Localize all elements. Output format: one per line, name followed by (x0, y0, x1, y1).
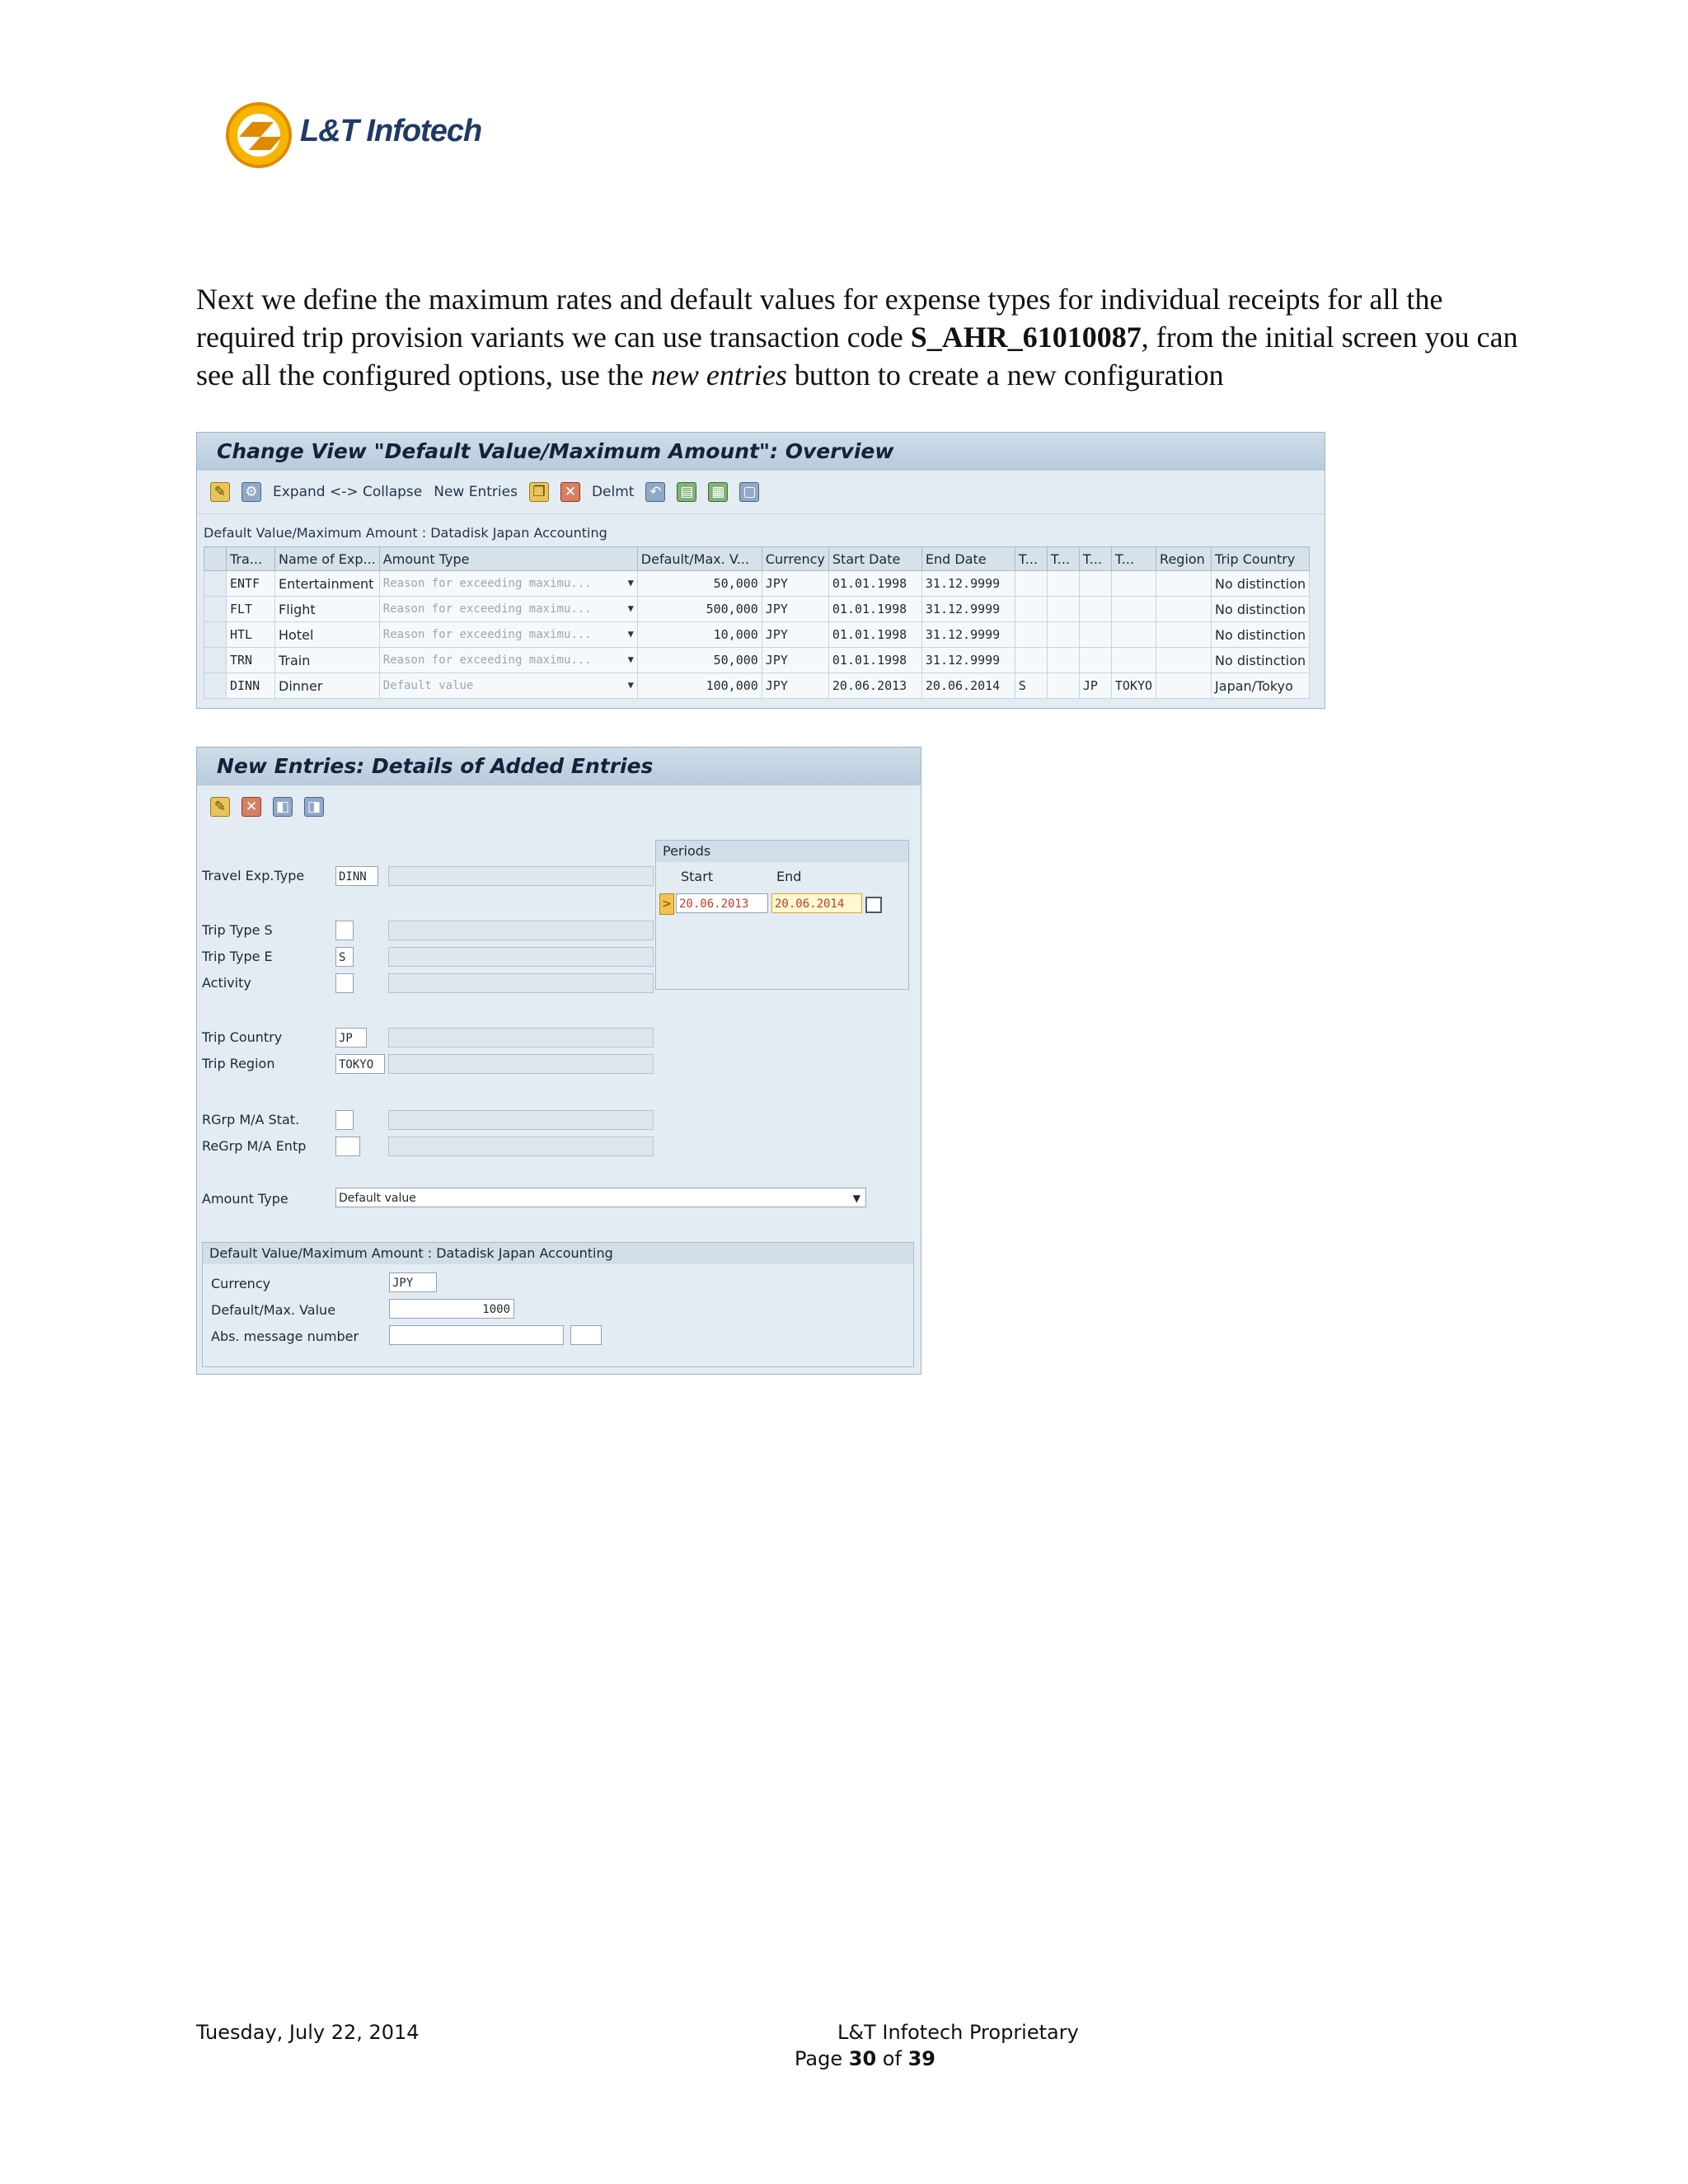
column-header[interactable]: Region (1156, 547, 1212, 571)
column-header[interactable]: Currency (762, 547, 828, 571)
new-entries-toolbar (197, 785, 921, 828)
intro-text-2: , from the initial screen you can see all the configured options, use the (196, 321, 1518, 391)
table-row[interactable] (204, 622, 1310, 648)
overview-title: Change View "Default Value/Maximum Amount": Overview (197, 433, 1325, 471)
row-selector[interactable] (204, 673, 227, 699)
intro-emphasis: new entries (650, 359, 787, 391)
previous-entry-icon[interactable]: ◧ (273, 797, 293, 817)
select-all-icon[interactable]: ▤ (677, 482, 696, 502)
periods-title: Periods (656, 841, 908, 862)
table-cell (1047, 673, 1079, 699)
regrp-entp-text (388, 1137, 654, 1156)
column-header[interactable]: Trip Country (1212, 547, 1310, 571)
activity-text (388, 973, 654, 993)
calendar-icon[interactable] (865, 897, 882, 913)
chevron-right-icon[interactable]: > (659, 893, 674, 915)
dropdown-arrow-icon[interactable]: ▼ (627, 577, 634, 588)
table-cell: HTL (227, 622, 275, 648)
amount-type-label: Amount Type (202, 1191, 288, 1207)
table-cell: 01.01.1998 (828, 622, 921, 648)
amount-group-title: Default Value/Maximum Amount : Datadisk Japan Accounting (203, 1243, 913, 1264)
trip-region-field[interactable]: TOKYO (335, 1054, 385, 1074)
edit-icon[interactable]: ✎ (210, 482, 230, 502)
table-row[interactable] (204, 673, 1310, 699)
column-header[interactable]: End Date (921, 547, 1015, 571)
table-cell: 31.12.9999 (921, 648, 1015, 673)
expand-collapse-button[interactable]: Expand <-> Collapse (273, 484, 423, 500)
table-cell (1079, 597, 1111, 622)
table-cell: 50,000 (637, 648, 762, 673)
row-selector[interactable] (204, 571, 227, 597)
trip-type-s-text (388, 921, 654, 940)
table-cell: 31.12.9999 (921, 622, 1015, 648)
table-cell (1047, 622, 1079, 648)
footer-date: Tuesday, July 22, 2014 (196, 2021, 420, 2044)
default-max-label: Default/Max. Value (211, 1302, 336, 1318)
delimit-button[interactable]: Delmt (591, 484, 635, 500)
table-cell: No distinction (1212, 622, 1310, 648)
table-cell (1047, 648, 1079, 673)
table-cell: 01.01.1998 (828, 597, 921, 622)
table-row[interactable] (204, 571, 1310, 597)
delete-icon[interactable]: ✕ (241, 797, 261, 817)
transaction-code: S_AHR_61010087 (910, 321, 1142, 354)
edit-icon[interactable]: ✎ (210, 797, 230, 817)
table-cell (1015, 622, 1047, 648)
period-start-label: Start (681, 869, 714, 884)
copy-icon[interactable]: ❐ (529, 482, 549, 502)
table-cell: No distinction (1212, 571, 1310, 597)
table-cell: JPY (762, 622, 828, 648)
table-cell (1156, 622, 1212, 648)
activity-label: Activity (202, 975, 251, 991)
trip-country-text (388, 1028, 654, 1047)
intro-text-3: button to create a new configuration (786, 359, 1224, 391)
table-cell: No distinction (1212, 648, 1310, 673)
intro-paragraph (196, 280, 1548, 394)
travel-exp-type-text (388, 866, 654, 886)
column-header[interactable]: Name of Exp... (275, 547, 380, 571)
next-entry-icon[interactable]: ◨ (304, 797, 324, 817)
currency-field[interactable]: JPY (389, 1272, 437, 1292)
overview-toolbar (197, 471, 1325, 514)
table-cell: 20.06.2014 (921, 673, 1015, 699)
select-block-icon[interactable]: ▦ (708, 482, 728, 502)
table-cell (1111, 571, 1156, 597)
new-entries-title: New Entries: Details of Added Entries (197, 748, 921, 785)
table-header-row (204, 547, 1310, 571)
dropdown-arrow-icon[interactable]: ▼ (627, 654, 634, 665)
trip-region-label: Trip Region (202, 1056, 275, 1071)
chevron-down-icon[interactable]: ▼ (852, 1193, 860, 1204)
table-cell[interactable]: ▼ Reason for exceeding maximu... (379, 571, 637, 597)
table-cell (1015, 597, 1047, 622)
table-cell (1156, 648, 1212, 673)
abs-msg-field[interactable] (389, 1325, 564, 1345)
table-cell (1111, 622, 1156, 648)
table-cell: 100,000 (637, 673, 762, 699)
regrp-entp-field[interactable] (335, 1137, 360, 1156)
footer-proprietary: L&T Infotech Proprietary (837, 2021, 1079, 2044)
table-cell (1047, 597, 1079, 622)
overview-table (204, 546, 1310, 699)
column-header[interactable]: Amount Type (379, 547, 637, 571)
table-row[interactable] (204, 597, 1310, 622)
trip-country-field[interactable]: JP (335, 1028, 367, 1047)
table-cell: TOKYO (1111, 673, 1156, 699)
lt-infotech-logo-icon (224, 101, 293, 170)
amount-group (202, 1242, 914, 1367)
trip-country-label: Trip Country (202, 1029, 283, 1045)
row-selector[interactable] (204, 597, 227, 622)
table-cell (1156, 571, 1212, 597)
table-cell: JPY (762, 648, 828, 673)
table-cell (1079, 622, 1111, 648)
undo-icon[interactable]: ↶ (645, 482, 665, 502)
rgrp-stat-text (388, 1110, 654, 1130)
table-cell: JPY (762, 673, 828, 699)
period-start-field[interactable]: 20.06.2013 (676, 893, 768, 913)
table-cell: 50,000 (637, 571, 762, 597)
table-cell (1156, 597, 1212, 622)
table-cell: 31.12.9999 (921, 597, 1015, 622)
table-cell (1079, 571, 1111, 597)
trip-type-s-label: Trip Type S (202, 922, 273, 938)
table-cell[interactable]: ▼ Default value (379, 673, 637, 699)
abs-msg-label: Abs. message number (211, 1329, 359, 1344)
travel-exp-type-field[interactable]: DINN (335, 866, 378, 886)
table-cell: JP (1079, 673, 1111, 699)
dropdown-arrow-icon[interactable]: ▼ (627, 679, 634, 691)
column-header[interactable]: T... (1015, 547, 1047, 571)
dropdown-arrow-icon[interactable]: ▼ (627, 628, 634, 640)
table-cell: Dinner (275, 673, 380, 699)
row-selector[interactable] (204, 648, 227, 673)
table-cell: S (1015, 673, 1047, 699)
trip-type-e-label: Trip Type E (202, 949, 273, 964)
travel-exp-type-label: Travel Exp.Type (202, 868, 305, 883)
table-cell: No distinction (1212, 597, 1310, 622)
table-cell: 500,000 (637, 597, 762, 622)
table-cell: Japan/Tokyo (1212, 673, 1310, 699)
table-cell: ENTF (227, 571, 275, 597)
table-cell: 10,000 (637, 622, 762, 648)
table-cell[interactable]: ▼ Reason for exceeding maximu... (379, 622, 637, 648)
rgrp-stat-field[interactable] (335, 1110, 354, 1130)
currency-label: Currency (211, 1276, 271, 1291)
company-logo (224, 97, 488, 176)
table-row[interactable] (204, 648, 1310, 673)
dropdown-arrow-icon[interactable]: ▼ (627, 602, 634, 614)
table-cell[interactable]: ▼ Reason for exceeding maximu... (379, 597, 637, 622)
table-cell: 20.06.2013 (828, 673, 921, 699)
overview-screen (196, 432, 1325, 709)
table-cell: FLT (227, 597, 275, 622)
abs-msg-type-field[interactable] (570, 1325, 602, 1345)
trip-type-s-field[interactable] (335, 921, 354, 940)
new-entries-button[interactable]: New Entries (434, 484, 518, 500)
period-end-field[interactable]: 20.06.2014 (771, 893, 862, 913)
table-cell: TRN (227, 648, 275, 673)
display-change-icon[interactable]: ⚙ (241, 482, 261, 502)
column-header[interactable]: T... (1079, 547, 1111, 571)
activity-field[interactable] (335, 973, 354, 993)
table-cell: Entertainment (275, 571, 380, 597)
table-cell: Hotel (275, 622, 380, 648)
trip-region-text (388, 1054, 654, 1074)
table-cell: JPY (762, 597, 828, 622)
table-cell: JPY (762, 571, 828, 597)
row-selector[interactable] (204, 622, 227, 648)
table-cell (1047, 571, 1079, 597)
table-cell (1079, 648, 1111, 673)
default-max-field[interactable]: 1000 (389, 1299, 514, 1319)
row-selector-header (204, 547, 227, 571)
new-entries-screen (196, 747, 921, 1375)
table-cell[interactable]: ▼ Reason for exceeding maximu... (379, 648, 637, 673)
table-cell (1111, 648, 1156, 673)
logo-text: L&T Infotech (300, 114, 482, 148)
column-header[interactable]: Default/Max. V... (637, 547, 762, 571)
column-header[interactable]: T... (1111, 547, 1156, 571)
delete-icon[interactable]: ✕ (560, 482, 580, 502)
table-cell (1111, 597, 1156, 622)
trip-type-e-field[interactable]: S (335, 947, 354, 967)
column-header[interactable]: Start Date (828, 547, 921, 571)
column-header[interactable]: Tra... (227, 547, 275, 571)
table-cell: 01.01.1998 (828, 571, 921, 597)
table-cell: Flight (275, 597, 380, 622)
table-cell (1156, 673, 1212, 699)
column-header[interactable]: T... (1047, 547, 1079, 571)
page-number: Page 30 of 39 (795, 2047, 935, 2070)
amount-type-select[interactable]: Default value ▼ (335, 1188, 866, 1207)
table-cell (1015, 571, 1047, 597)
overview-subtitle: Default Value/Maximum Amount : Datadisk Japan Accounting (204, 525, 607, 541)
period-end-label: End (776, 869, 802, 884)
deselect-all-icon[interactable]: ▢ (739, 482, 759, 502)
regrp-entp-label: ReGrp M/A Entp (202, 1138, 307, 1154)
table-cell: 31.12.9999 (921, 571, 1015, 597)
periods-group (655, 840, 909, 990)
table-cell: DINN (227, 673, 275, 699)
table-cell (1015, 648, 1047, 673)
trip-type-e-text (388, 947, 654, 967)
table-cell: 01.01.1998 (828, 648, 921, 673)
table-cell: Train (275, 648, 380, 673)
intro-text-1: Next we define the maximum rates and default values for expense types for individual receipts for all the required trip provision variants we can use transaction code (196, 283, 1443, 354)
rgrp-stat-label: RGrp M/A Stat. (202, 1112, 300, 1127)
